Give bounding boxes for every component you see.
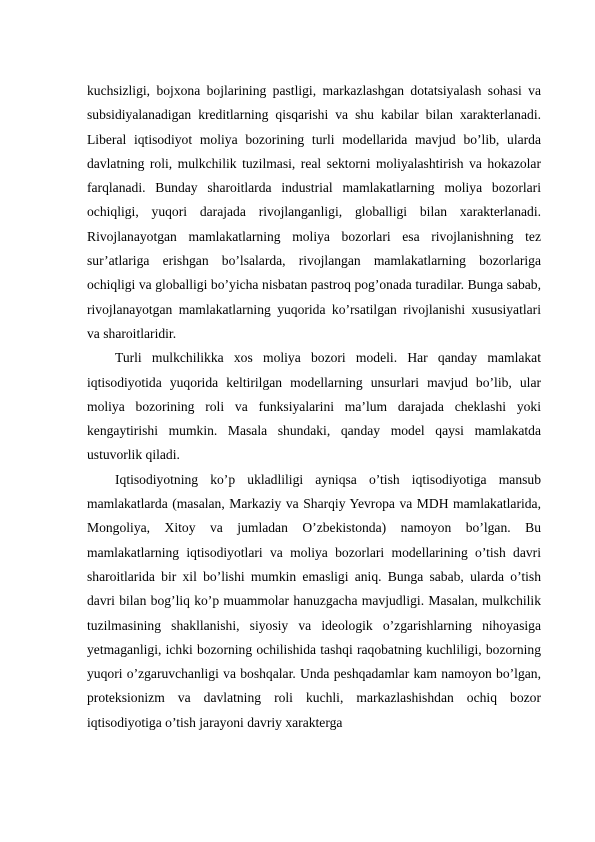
document-page [87, 79, 541, 735]
paragraph-multi-structure-economy: Iqtisodiyotning ko’p ukladliligi ayniqsa o’tish iqtisodiyotiga mansub mamlakatlarda (masalan, Markaziy va Sharqiy Yevropa va MDH mamlakatlarida, Mongoliya, Xitoy va jumladan O’zbekistonda) namoyon bo’lgan. Bu mamlakatlarning iqtisodiyotlari va moliya bozorlari modellarining o’tish davri sharoitlarida bir xil bo’lishi mumkin emasligi aniq. Bunga sabab, ularda o’tish davri bilan bog’liq ko’p muammolar hanuzgacha mavjudligi. Masalan, mulkchilik tuzilmasining shakllanishi, siyosiy va ideologik o’zgarishlarning nihoyasiga yetmaganligi, ichki bozorning ochilishida tashqi raqobatning kuchliligi, bozorning yuqori o’zgaruvchanligi va boshqalar. Unda peshqadamlar kam namoyon bo’lgan, proteksionizm va davlatning roli kuchli, markazlashishdan ochiq bozor iqtisodiyotiga o’tish jarayoni davriy xarakterga [87, 471, 541, 730]
paragraph-mixed-ownership-model: Turli mulkchilikka xos moliya bozori modeli. Har qanday mamlakat iqtisodiyotida yuqorida keltirilgan modellarning unsurlari mavjud bo’lib, ular moliya bozorining roli va funksiyalarini ma’lum darajada cheklashi yoki kengaytirishi mumkin. Masala shundaki, qanday model qaysi mamlakatda ustuvorlik qiladi. [87, 350, 541, 463]
paragraph-continuation: kuchsizligi, bojxona bojlarining pastligi, markazlashgan dotatsiyalash sohasi va subsidiyalanadigan kreditlarning qisqarishi va shu kabilar bilan xarakterlanadi. Liberal iqtisodiyot moliya bozorining turli modellarida mavjud bo’lib, ularda davlatning roli, mulkchilik tuzilmasi, real sektorni moliyalashtirish va hokazolar farqlanadi. Bunday sharoitlarda industrial mamlakatlarning moliya bozorlari ochiqligi, yuqori darajada rivojlanganligi, globalligi bilan xarakterlanadi. Rivojlanayotgan mamlakatlarning moliya bozorlari esa rivojlanishning tez sur’atlariga erishgan bo’lsalarda, rivojlangan mamlakatlarning bozorlariga ochiqligi va globalligi bo’yicha nisbatan pastroq pog’onada turadilar. Bunga sabab, rivojlanayotgan mamlakatlarning yuqorida ko’rsatilgan rivojlanishi xususiyatlari va sharoitlaridir. [87, 83, 541, 341]
